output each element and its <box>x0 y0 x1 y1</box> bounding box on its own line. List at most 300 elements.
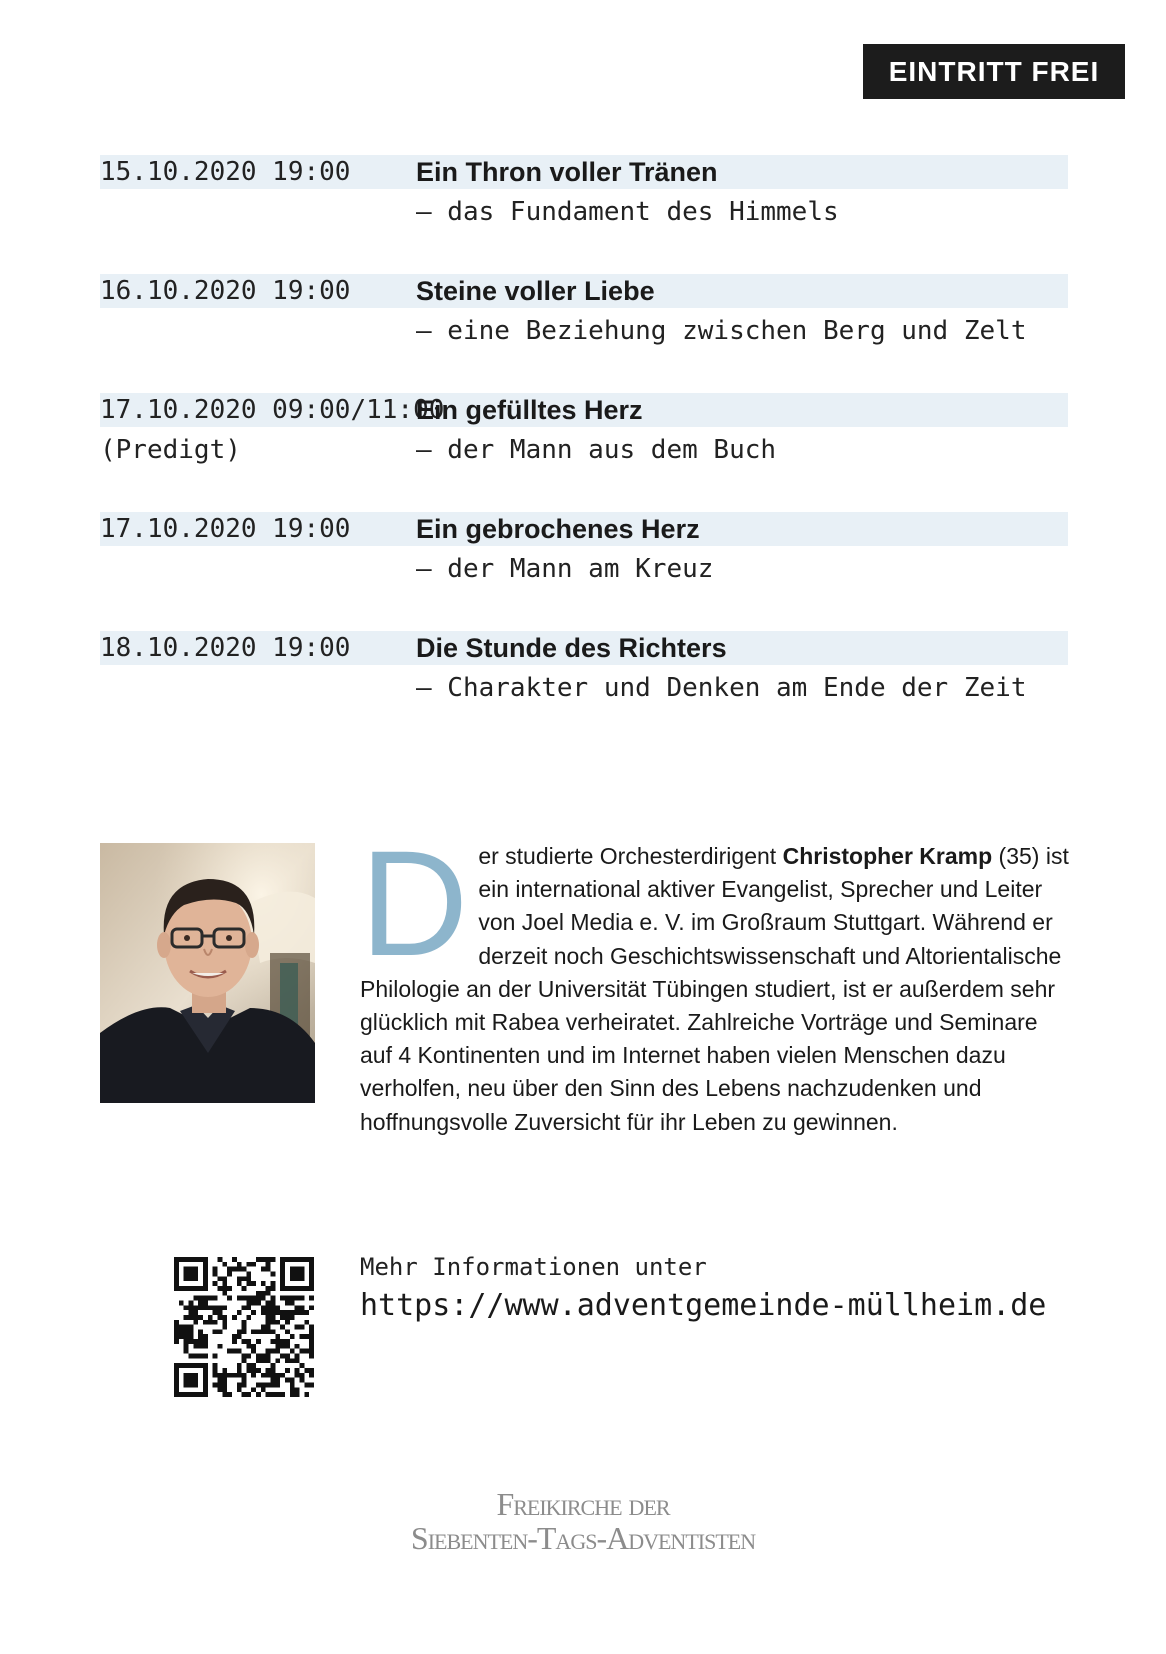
qr-module <box>246 1300 251 1305</box>
qr-module <box>193 1271 198 1276</box>
qr-module <box>174 1286 179 1291</box>
qr-module <box>198 1305 203 1310</box>
qr-module <box>188 1373 193 1378</box>
qr-module <box>246 1354 251 1359</box>
qr-module <box>232 1349 237 1354</box>
qr-module <box>295 1368 300 1373</box>
bio-intro: er studierte Orchesterdirigent <box>478 843 783 869</box>
qr-module <box>280 1373 285 1378</box>
qr-module <box>198 1334 203 1339</box>
qr-module <box>217 1310 222 1315</box>
qr-module <box>261 1383 266 1388</box>
qr-module <box>256 1339 261 1344</box>
event-title: Steine voller Liebe <box>416 276 655 306</box>
qr-module <box>304 1334 309 1339</box>
qr-module <box>227 1286 232 1291</box>
qr-module <box>217 1329 222 1334</box>
qr-module <box>174 1267 179 1272</box>
qr-module <box>246 1339 251 1344</box>
qr-module <box>309 1296 314 1301</box>
qr-module <box>271 1257 276 1262</box>
qr-module <box>275 1392 280 1397</box>
qr-module <box>309 1262 314 1267</box>
qr-module <box>222 1378 227 1383</box>
qr-module <box>246 1344 251 1349</box>
qr-module <box>193 1267 198 1272</box>
qr-module <box>295 1325 300 1330</box>
qr-module <box>242 1286 247 1291</box>
qr-module <box>188 1305 193 1310</box>
qr-module <box>251 1368 256 1373</box>
qr-code <box>174 1257 314 1397</box>
qr-module <box>237 1368 242 1373</box>
qr-module <box>188 1354 193 1359</box>
qr-module <box>213 1296 218 1301</box>
qr-module <box>300 1325 305 1330</box>
qr-module <box>246 1305 251 1310</box>
qr-module <box>271 1368 276 1373</box>
qr-module <box>280 1286 285 1291</box>
qr-module <box>242 1325 247 1330</box>
qr-module <box>271 1271 276 1276</box>
qr-module <box>203 1262 208 1267</box>
qr-module <box>208 1296 213 1301</box>
qr-module <box>271 1373 276 1378</box>
qr-module <box>261 1325 266 1330</box>
qr-module <box>242 1276 247 1281</box>
qr-module <box>266 1291 271 1296</box>
qr-module <box>300 1286 305 1291</box>
qr-module <box>222 1373 227 1378</box>
qr-module <box>271 1296 276 1301</box>
qr-module <box>213 1373 218 1378</box>
qr-module <box>266 1310 271 1315</box>
qr-module <box>222 1368 227 1373</box>
qr-module <box>290 1349 295 1354</box>
qr-module <box>222 1387 227 1392</box>
qr-module <box>203 1392 208 1397</box>
qr-module <box>184 1392 189 1397</box>
qr-module <box>251 1329 256 1334</box>
qr-module <box>198 1296 203 1301</box>
qr-module <box>203 1276 208 1281</box>
qr-module <box>184 1305 189 1310</box>
qr-module <box>222 1392 227 1397</box>
qr-module <box>256 1300 261 1305</box>
qr-module <box>174 1320 179 1325</box>
qr-module <box>184 1383 189 1388</box>
qr-module <box>246 1271 251 1276</box>
qr-module <box>280 1262 285 1267</box>
qr-module <box>256 1354 261 1359</box>
qr-module <box>266 1267 271 1272</box>
qr-module <box>203 1271 208 1276</box>
qr-module <box>285 1315 290 1320</box>
qr-module <box>251 1363 256 1368</box>
qr-module <box>309 1257 314 1262</box>
qr-module <box>271 1320 276 1325</box>
qr-module <box>246 1276 251 1281</box>
qr-module <box>179 1363 184 1368</box>
qr-module <box>222 1286 227 1291</box>
qr-module <box>213 1281 218 1286</box>
qr-module <box>309 1344 314 1349</box>
qr-module <box>242 1378 247 1383</box>
qr-module <box>237 1373 242 1378</box>
qr-module <box>193 1344 198 1349</box>
qr-module <box>217 1315 222 1320</box>
qr-module <box>213 1363 218 1368</box>
qr-module <box>266 1329 271 1334</box>
qr-module <box>309 1334 314 1339</box>
qr-module <box>295 1373 300 1378</box>
qr-module <box>275 1344 280 1349</box>
qr-module <box>275 1305 280 1310</box>
qr-module <box>304 1310 309 1315</box>
qr-module <box>285 1368 290 1373</box>
qr-module <box>256 1383 261 1388</box>
qr-module <box>280 1257 285 1262</box>
qr-module <box>266 1320 271 1325</box>
qr-module <box>188 1383 193 1388</box>
qr-module <box>184 1276 189 1281</box>
qr-module <box>174 1373 179 1378</box>
qr-module <box>271 1339 276 1344</box>
qr-module <box>256 1291 261 1296</box>
qr-module <box>275 1373 280 1378</box>
qr-module <box>179 1325 184 1330</box>
qr-module <box>198 1392 203 1397</box>
qr-module <box>203 1305 208 1310</box>
qr-module <box>280 1296 285 1301</box>
event-date: 17.10.2020 09:00/11:00 <box>100 395 445 425</box>
qr-module <box>304 1368 309 1373</box>
qr-module <box>227 1296 232 1301</box>
qr-module <box>213 1354 218 1359</box>
qr-module <box>261 1305 266 1310</box>
qr-module <box>275 1320 280 1325</box>
qr-module <box>300 1378 305 1383</box>
qr-module <box>188 1267 193 1272</box>
qr-module <box>179 1300 184 1305</box>
qr-module <box>271 1349 276 1354</box>
qr-module <box>285 1358 290 1363</box>
qr-module <box>300 1363 305 1368</box>
qr-module <box>232 1334 237 1339</box>
qr-module <box>295 1310 300 1315</box>
event-title: Ein gebrochenes Herz <box>416 514 700 544</box>
qr-module <box>222 1315 227 1320</box>
qr-module <box>295 1387 300 1392</box>
qr-module <box>266 1257 271 1262</box>
qr-module <box>203 1296 208 1301</box>
qr-module <box>285 1257 290 1262</box>
qr-module <box>198 1363 203 1368</box>
qr-module <box>217 1373 222 1378</box>
more-info-url-link[interactable]: https://www.adventgemeinde-müllheim.de <box>360 1288 1047 1323</box>
qr-module <box>251 1262 256 1267</box>
qr-module <box>222 1281 227 1286</box>
qr-module <box>251 1296 256 1301</box>
qr-module <box>266 1315 271 1320</box>
qr-module <box>290 1358 295 1363</box>
qr-module <box>251 1281 256 1286</box>
qr-module <box>232 1267 237 1272</box>
qr-module <box>266 1354 271 1359</box>
qr-module <box>271 1310 276 1315</box>
qr-module <box>256 1257 261 1262</box>
qr-module <box>222 1383 227 1388</box>
qr-module <box>266 1373 271 1378</box>
qr-module <box>203 1286 208 1291</box>
qr-module <box>246 1363 251 1368</box>
qr-module <box>261 1281 266 1286</box>
qr-module <box>174 1329 179 1334</box>
qr-module <box>188 1339 193 1344</box>
logo-line-1: Freikirche der <box>496 1486 670 1522</box>
qr-module <box>227 1267 232 1272</box>
qr-module <box>256 1358 261 1363</box>
qr-module <box>309 1305 314 1310</box>
qr-module <box>217 1383 222 1388</box>
qr-module <box>184 1378 189 1383</box>
qr-module <box>188 1286 193 1291</box>
qr-module <box>300 1296 305 1301</box>
church-logo-wordmark <box>0 1487 1166 1555</box>
qr-module <box>203 1281 208 1286</box>
qr-module <box>188 1257 193 1262</box>
qr-module <box>309 1354 314 1359</box>
qr-module <box>280 1354 285 1359</box>
qr-module <box>300 1257 305 1262</box>
qr-module <box>304 1257 309 1262</box>
qr-module <box>227 1271 232 1276</box>
qr-module <box>280 1281 285 1286</box>
qr-module <box>246 1296 251 1301</box>
qr-module <box>304 1349 309 1354</box>
qr-module <box>275 1310 280 1315</box>
qr-module <box>203 1344 208 1349</box>
event-date: 16.10.2020 19:00 <box>100 276 351 306</box>
qr-module <box>290 1383 295 1388</box>
qr-module <box>237 1383 242 1388</box>
qr-module <box>290 1310 295 1315</box>
qr-module <box>251 1387 256 1392</box>
qr-module <box>213 1305 218 1310</box>
qr-module <box>237 1276 242 1281</box>
qr-module <box>251 1300 256 1305</box>
qr-module <box>242 1339 247 1344</box>
qr-module <box>304 1392 309 1397</box>
qr-module <box>295 1392 300 1397</box>
qr-module <box>304 1320 309 1325</box>
qr-module <box>300 1305 305 1310</box>
qr-module <box>285 1300 290 1305</box>
speaker-portrait-illustration <box>100 843 315 1103</box>
qr-module <box>193 1257 198 1262</box>
event-subtitle: – das Fundament des Himmels <box>416 197 839 227</box>
qr-module <box>198 1257 203 1262</box>
qr-module <box>256 1296 261 1301</box>
qr-module <box>266 1305 271 1310</box>
qr-module <box>261 1296 266 1301</box>
qr-module <box>193 1296 198 1301</box>
qr-module <box>213 1271 218 1276</box>
qr-module <box>275 1334 280 1339</box>
qr-module <box>261 1310 266 1315</box>
qr-module <box>217 1387 222 1392</box>
qr-module <box>193 1392 198 1397</box>
qr-module <box>280 1271 285 1276</box>
qr-module <box>184 1286 189 1291</box>
qr-module <box>242 1329 247 1334</box>
logo-line-2: Siebenten-Tags-Adventisten <box>410 1520 756 1556</box>
qr-module <box>290 1334 295 1339</box>
qr-module <box>213 1267 218 1272</box>
qr-module <box>285 1320 290 1325</box>
qr-module <box>227 1373 232 1378</box>
qr-module <box>237 1329 242 1334</box>
speaker-name: Christopher Kramp <box>782 843 993 869</box>
qr-module <box>271 1363 276 1368</box>
qr-module <box>174 1325 179 1330</box>
qr-module <box>261 1291 266 1296</box>
qr-module <box>275 1358 280 1363</box>
qr-module <box>295 1296 300 1301</box>
qr-module <box>188 1325 193 1330</box>
qr-module <box>256 1329 261 1334</box>
qr-module <box>290 1387 295 1392</box>
qr-module <box>242 1358 247 1363</box>
qr-module <box>300 1373 305 1378</box>
qr-module <box>237 1334 242 1339</box>
qr-module <box>193 1320 198 1325</box>
qr-module <box>198 1339 203 1344</box>
qr-module <box>203 1320 208 1325</box>
speaker-photo <box>100 843 315 1103</box>
qr-module <box>184 1334 189 1339</box>
qr-module <box>290 1392 295 1397</box>
qr-module <box>242 1305 247 1310</box>
qr-module <box>304 1383 309 1388</box>
qr-module <box>179 1334 184 1339</box>
qr-module <box>295 1267 300 1272</box>
qr-module <box>280 1310 285 1315</box>
qr-module <box>184 1344 189 1349</box>
qr-module <box>256 1392 261 1397</box>
qr-module <box>285 1286 290 1291</box>
qr-module <box>193 1315 198 1320</box>
qr-module <box>290 1300 295 1305</box>
qr-module <box>290 1276 295 1281</box>
qr-module <box>203 1334 208 1339</box>
qr-module <box>237 1296 242 1301</box>
qr-module <box>295 1276 300 1281</box>
qr-module <box>193 1305 198 1310</box>
qr-module <box>217 1305 222 1310</box>
qr-module <box>280 1267 285 1272</box>
qr-module <box>184 1271 189 1276</box>
qr-module <box>198 1315 203 1320</box>
qr-module <box>193 1373 198 1378</box>
qr-module <box>290 1286 295 1291</box>
qr-module <box>290 1267 295 1272</box>
qr-module <box>232 1257 237 1262</box>
qr-module <box>285 1310 290 1315</box>
qr-module <box>266 1262 271 1267</box>
qr-module <box>174 1392 179 1397</box>
qr-module <box>290 1296 295 1301</box>
qr-module <box>188 1276 193 1281</box>
qr-module <box>184 1363 189 1368</box>
qr-module <box>217 1344 222 1349</box>
qr-module <box>184 1373 189 1378</box>
event-title: Die Stunde des Richters <box>416 633 727 663</box>
qr-module <box>295 1257 300 1262</box>
qr-module <box>266 1383 271 1388</box>
qr-module <box>295 1344 300 1349</box>
qr-module <box>174 1339 179 1344</box>
qr-module <box>174 1387 179 1392</box>
event-title: Ein Thron voller Tränen <box>416 157 718 187</box>
qr-module <box>174 1271 179 1276</box>
qr-module <box>208 1305 213 1310</box>
qr-module <box>217 1257 222 1262</box>
qr-module <box>237 1267 242 1272</box>
qr-module <box>188 1334 193 1339</box>
qr-module <box>227 1392 232 1397</box>
qr-module <box>237 1281 242 1286</box>
qr-module <box>285 1296 290 1301</box>
qr-module <box>222 1276 227 1281</box>
qr-module <box>271 1305 276 1310</box>
qr-module <box>193 1276 198 1281</box>
qr-module <box>280 1325 285 1330</box>
qr-module <box>203 1383 208 1388</box>
qr-module <box>203 1267 208 1272</box>
qr-module <box>184 1349 189 1354</box>
qr-module <box>213 1320 218 1325</box>
qr-module <box>237 1310 242 1315</box>
qr-module <box>227 1349 232 1354</box>
qr-module <box>174 1276 179 1281</box>
qr-module <box>256 1368 261 1373</box>
qr-module <box>246 1281 251 1286</box>
event-date: 18.10.2020 19:00 <box>100 633 351 663</box>
qr-module <box>290 1257 295 1262</box>
qr-module <box>246 1368 251 1373</box>
qr-module <box>203 1300 208 1305</box>
qr-module <box>246 1262 251 1267</box>
qr-module <box>261 1387 266 1392</box>
qr-module <box>188 1315 193 1320</box>
event-date: 17.10.2020 19:00 <box>100 514 351 544</box>
qr-module <box>217 1286 222 1291</box>
qr-module <box>184 1339 189 1344</box>
qr-module <box>198 1354 203 1359</box>
qr-module <box>300 1276 305 1281</box>
qr-module <box>266 1300 271 1305</box>
qr-module <box>271 1378 276 1383</box>
qr-module <box>222 1262 227 1267</box>
qr-module <box>213 1329 218 1334</box>
qr-module <box>266 1286 271 1291</box>
qr-module <box>261 1257 266 1262</box>
qr-module <box>232 1315 237 1320</box>
qr-module <box>198 1329 203 1334</box>
qr-module <box>232 1339 237 1344</box>
qr-module <box>213 1310 218 1315</box>
